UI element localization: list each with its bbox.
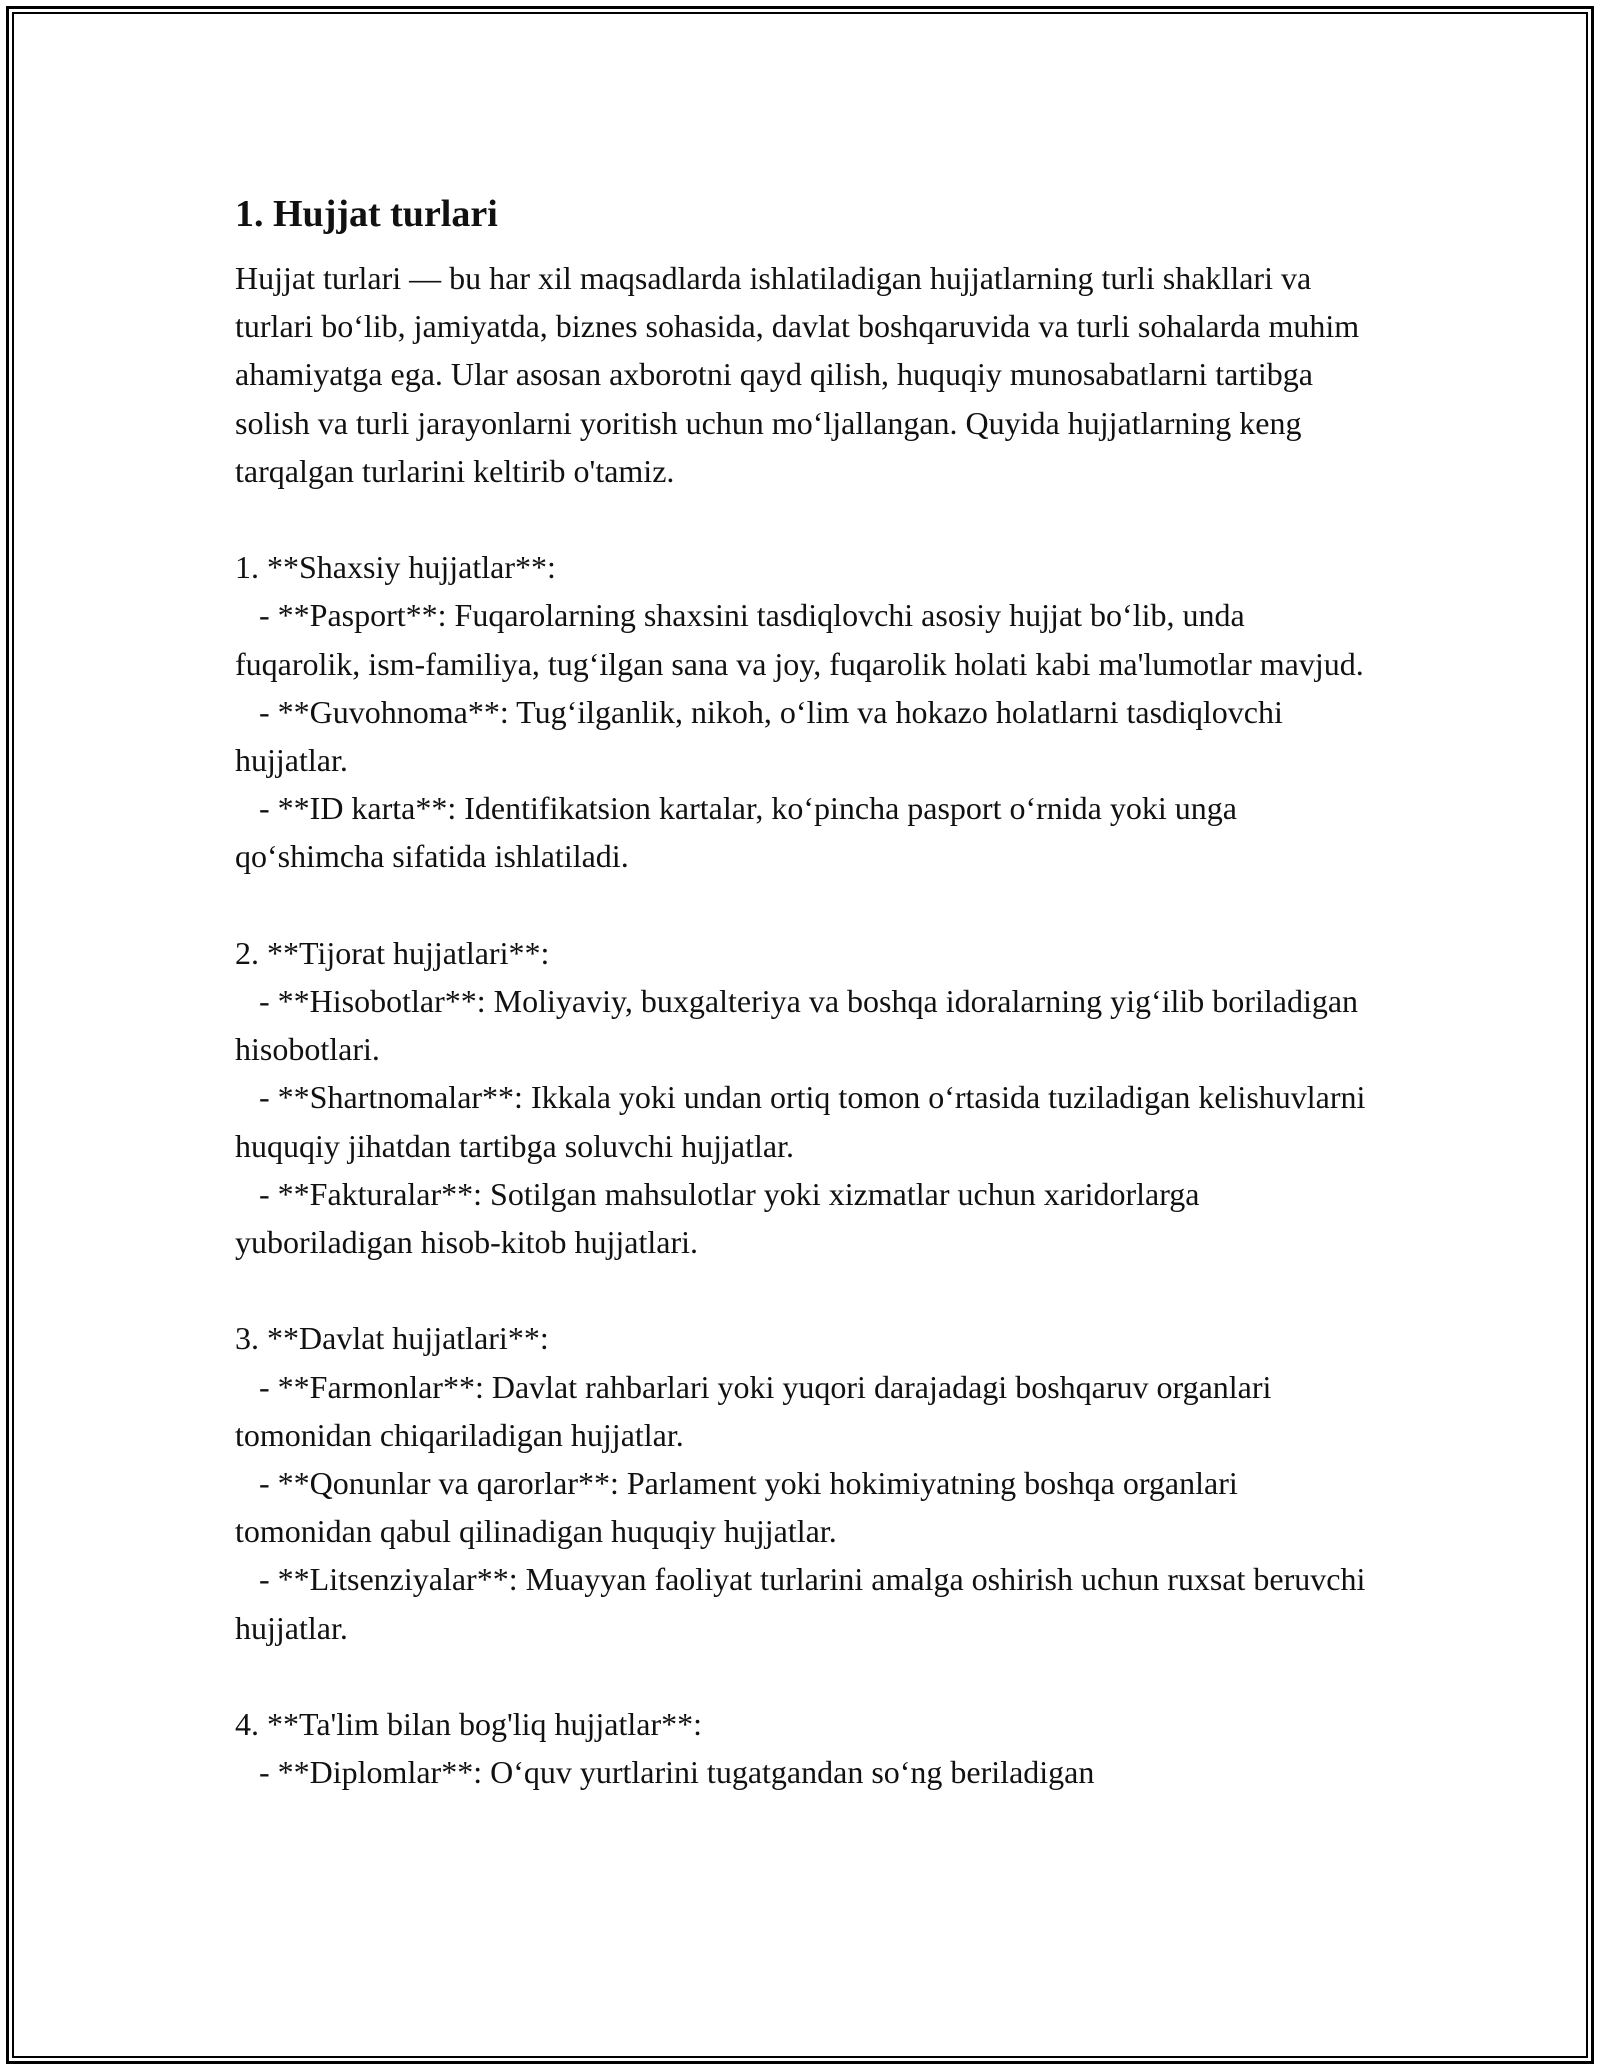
list-item: - **Shartnomalar**: Ikkala yoki undan ortiq tomon o‘rtasida tuziladigan kelishuvlarni huquqiy jihatdan tartibga soluvchi hujjatlar. xyxy=(235,1079,1374,1164)
list-item: - **Farmonlar**: Davlat rahbarlari yoki yuqori darajadagi boshqaruv organlari tomonidan chiqariladigan hujjatlar. xyxy=(235,1368,1280,1453)
intro-paragraph: Hujjat turlari — bu har xil maqsadlarda ishlatiladigan hujjatlarning turli shakllari va turlari bo‘lib, jamiyatda, biznes sohasida, davlat boshqaruvida va turli sohalarda muhim ahamiyatga ega. Ular asosan axborotni qayd qilish, huquqiy munosabatlarni tartibga solish va turli jarayonlarni yoritish uchun mo‘ljallangan. Quyida hujjatlarning keng tarqalgan turlarini keltirib o'tamiz. xyxy=(235,260,1360,489)
list-item: - **Fakturalar**: Sotilgan mahsulotlar yoki xizmatlar uchun xaridorlarga yuboriladigan hisob-kitob hujjatlari. xyxy=(235,1175,1208,1261)
section-personal-documents xyxy=(235,543,1375,880)
section-commercial-documents xyxy=(235,929,1375,1266)
section-title: 3. **Davlat hujjatlari**: xyxy=(235,1320,549,1357)
list-item: - **Litsenziyalar**: Muayyan faoliyat turlarini amalga oshirish uchun ruxsat beruvchi hujjatlar. xyxy=(235,1561,1374,1646)
section-title: 1. **Shaxsiy hujjatlar**: xyxy=(235,549,556,586)
list-item: - **Qonunlar va qarorlar**: Parlament yoki hokimiyatning boshqa organlari tomonidan qabul qilinadigan huquqiy hujjatlar. xyxy=(235,1465,1246,1550)
list-item: - **Hisobotlar**: Moliyaviy, buxgalteriya va boshqa idoralarning yig‘ilib boriladigan hisobotlari. xyxy=(235,983,1367,1068)
list-item: - **Guvohnoma**: Tug‘ilganlik, nikoh, o‘lim va hokazo holatlarni tasdiqlovchi hujjatlar. xyxy=(235,693,1291,779)
document-heading: 1. Hujjat turlari xyxy=(235,193,498,235)
section-title: 2. **Tijorat hujjatlari**: xyxy=(235,934,550,971)
list-item: - **Diplomlar**: O‘quv yurtlarini tugatgandan so‘ng beriladigan xyxy=(235,1754,1095,1791)
section-state-documents xyxy=(235,1314,1375,1651)
document-body xyxy=(235,186,1375,1796)
list-item: - **ID karta**: Identifikatsion kartalar, ko‘pincha pasport o‘rnida yoki unga qo‘shimcha sifatida ishlatiladi. xyxy=(235,790,1245,875)
list-item: - **Pasport**: Fuqarolarning shaxsini tasdiqlovchi asosiy hujjat bo‘lib, unda fuqarolik, ism-familiya, tug‘ilgan sana va joy, fuqarolik holati kabi ma'lumotlar mavjud. xyxy=(235,597,1364,682)
section-title: 4. **Ta'lim bilan bog'liq hujjatlar**: xyxy=(235,1706,702,1743)
section-education-documents xyxy=(235,1700,1375,1796)
